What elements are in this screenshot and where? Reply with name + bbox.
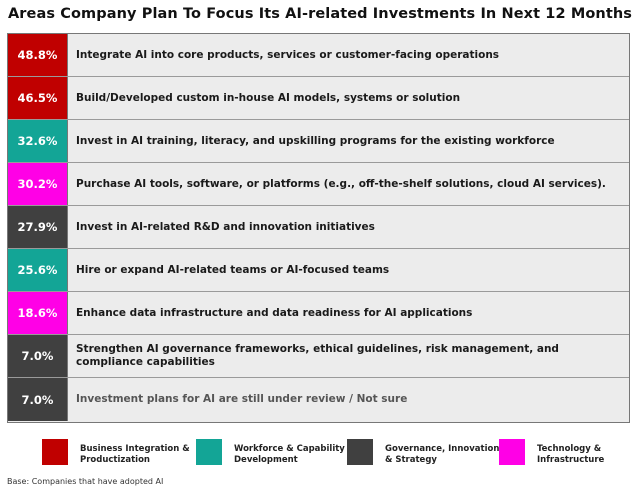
legend-swatch	[499, 439, 525, 465]
row-label: Enhance data infrastructure and data readiness for AI applications	[76, 306, 473, 319]
table-row	[8, 163, 629, 206]
legend-label: Technology & Infrastructure	[537, 444, 605, 465]
value-cell: 30.2%	[8, 163, 68, 205]
value-cell: 46.5%	[8, 77, 68, 119]
base-footnote: Base: Companies that have adopted AI	[7, 477, 164, 486]
table-row	[8, 378, 629, 421]
row-label: Purchase AI tools, software, or platforms (e.g., off-the-shelf solutions, cloud AI services).	[76, 177, 606, 190]
value-cell: 48.8%	[8, 34, 68, 76]
row-label: Invest in AI training, literacy, and upskilling programs for the existing workforce	[76, 134, 555, 147]
legend-swatch	[196, 439, 222, 465]
value-cell: 7.0%	[8, 378, 68, 421]
table-row	[8, 292, 629, 335]
value-cell: 27.9%	[8, 206, 68, 248]
value-cell: 25.6%	[8, 249, 68, 291]
table-row	[8, 206, 629, 249]
value-cell: 18.6%	[8, 292, 68, 334]
chart-title: Areas Company Plan To Focus Its AI-related Investments In Next 12 Months	[7, 6, 633, 22]
value-cell: 32.6%	[8, 120, 68, 162]
table-row	[8, 335, 629, 378]
row-label: Strengthen AI governance frameworks, ethical guidelines, risk management, and compliance capabilities	[76, 343, 559, 368]
row-label: Invest in AI-related R&D and innovation initiatives	[76, 220, 375, 233]
table-row	[8, 120, 629, 163]
table-row	[8, 77, 629, 120]
legend-label: Governance, Innovation & Strategy	[385, 444, 500, 465]
table-row	[8, 249, 629, 292]
value-cell: 7.0%	[8, 335, 68, 377]
legend	[0, 436, 640, 472]
table-row	[8, 34, 629, 77]
row-label: Build/Developed custom in-house AI models, systems or solution	[76, 91, 461, 104]
legend-swatch	[42, 439, 68, 465]
row-label: Investment plans for AI are still under review / Not sure	[76, 393, 408, 405]
row-label: Hire or expand AI-related teams or AI-focused teams	[76, 263, 390, 276]
data-table	[7, 33, 630, 423]
legend-label: Business Integration & Productization	[80, 444, 190, 465]
row-label: Integrate AI into core products, services or customer-facing operations	[76, 48, 500, 61]
legend-label: Workforce & Capability Development	[234, 444, 345, 465]
legend-swatch	[347, 439, 373, 465]
